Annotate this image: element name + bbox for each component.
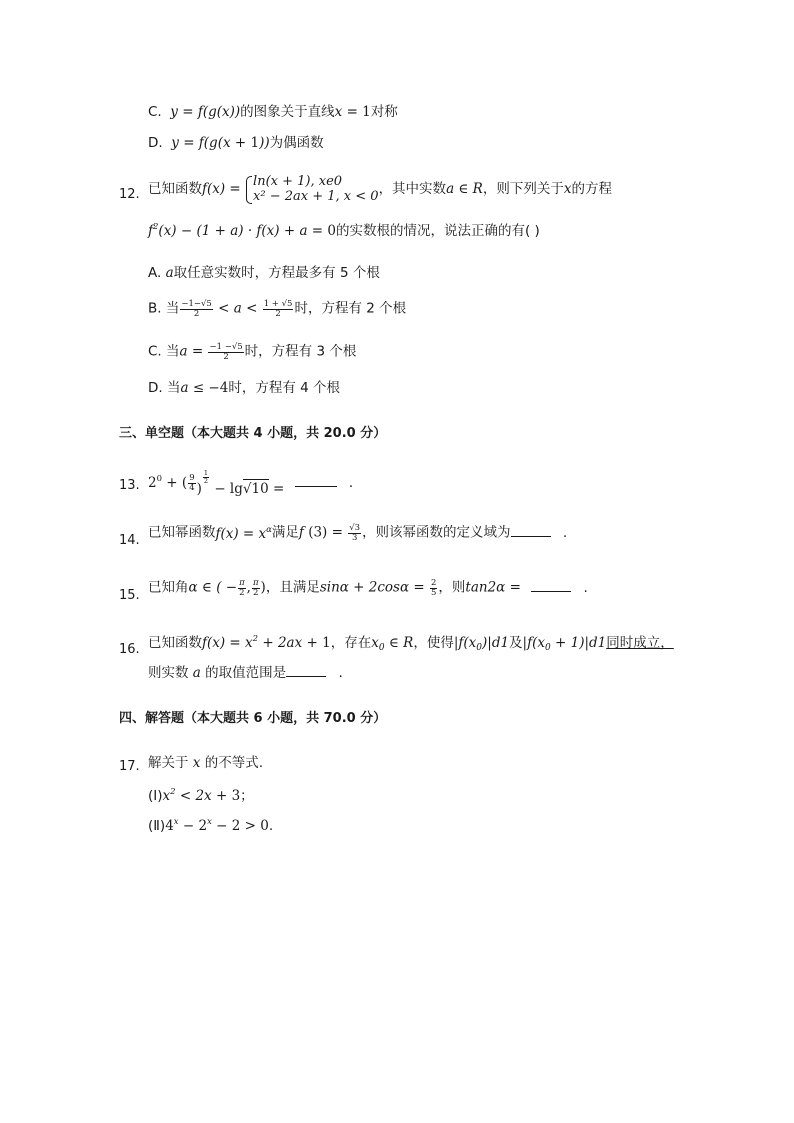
q12-option-a: A. a取任意实数时，方程最多有 5 个根: [148, 265, 380, 281]
q15-stem: 已知角α ∈ ( − $\frac{\pi}{2}$ , $\frac{\pi}{2}$ )，且满足sinα + 2cosα = $\frac{2}{5}$ ，则tan2α = .: [148, 578, 588, 598]
q14-stem: 已知幂函数$f(x) = x^\alpha$满足f (3) = $\frac{√3}{3}$ ，则该幂函数的定义域为 .: [148, 523, 568, 543]
fraction: $\frac{\pi}{2}$: [252, 578, 259, 598]
q11-option-c: C. y = f(g(x))的图象关于直线x = 1对称: [148, 104, 398, 120]
q12-stem-line2: $f^2(x) - (1 + a) \cdot f(x) + a = 0$的实数根的情况，说法正确的有( ): [148, 222, 540, 239]
question-number: 17.: [119, 759, 140, 774]
q16-stem-line2: 则实数 a 的取值范围是 .: [148, 665, 343, 681]
answer-blank[interactable]: [511, 535, 551, 537]
fraction: $\frac{-1-√5}{2}$: [181, 299, 212, 319]
q12-option-d: D. 当a ≤ −4时，方程有 4 个根: [148, 380, 341, 396]
question-number: 12.: [119, 187, 140, 202]
fraction: $\frac{2}{5}$: [431, 578, 437, 598]
q12-option-c: C. 当a = $\frac{-1 -√5}{2}$ 时，方程有 3 个根: [148, 342, 357, 362]
question-number: 15.: [119, 588, 140, 603]
fraction: $\frac{-1 -√5}{2}$: [209, 342, 243, 362]
piecewise-function: ln(x + 1), xe0 x² − 2ax + 1, x < 0: [245, 175, 379, 205]
q16-stem-line1: 已知函数$f(x) = x^2 + 2ax + 1$，存在$x_0$ ∈ R，使得$|f(x_0)|d1$及$|f(x_0 + 1)|d1$同时成立，: [148, 634, 674, 653]
answer-blank[interactable]: [286, 675, 326, 677]
fraction: $\frac{√3}{3}$: [349, 523, 361, 543]
q12-option-b: B. 当 $\frac{-1-√5}{2}$ < a < $\frac{1 + √5}{2}$ 时，方程有 2 个根: [148, 299, 407, 319]
fraction: $\frac{\pi}{2}$: [239, 578, 245, 598]
section-heading: 四、解答题（本大题共 6 小题，共 70.0 分）: [119, 711, 387, 726]
question-number: 16.: [119, 642, 140, 657]
q13-stem: $2^0$ + ( $\frac{9}{4}$ ) $\frac{1}{2}$ − lg√10 = .: [148, 469, 354, 497]
section-heading: 三、单空题（本大题共 4 小题，共 20.0 分）: [119, 426, 387, 441]
q11-c-formula: y = f(g(x)): [166, 104, 241, 120]
answer-blank[interactable]: [531, 590, 571, 592]
q12-stem-line1: 已知函数f(x) = ln(x + 1), xe0 x² − 2ax + 1, x < 0 ，其中实数a ∈ R，则下列关于x的方程: [148, 174, 612, 204]
q11-option-d: D. y = f(g(x + 1))为偶函数: [148, 135, 324, 151]
question-number: 13.: [119, 478, 140, 493]
fraction: $\frac{1 + √5}{2}$: [263, 299, 293, 319]
q17-part-2: $(Ⅱ)4^x - 2^x - 2 > 0$.: [148, 817, 274, 834]
question-number: 14.: [119, 533, 140, 548]
q17-stem: 解关于 x 的不等式.: [148, 755, 264, 771]
answer-blank[interactable]: [295, 485, 337, 487]
q17-part-1: $(Ⅰ)x^2 < 2x + 3$；: [148, 787, 254, 804]
q11-d-formula: y = f(g(x +: [166, 135, 251, 151]
fraction: $\frac{9}{4}$: [189, 472, 195, 493]
